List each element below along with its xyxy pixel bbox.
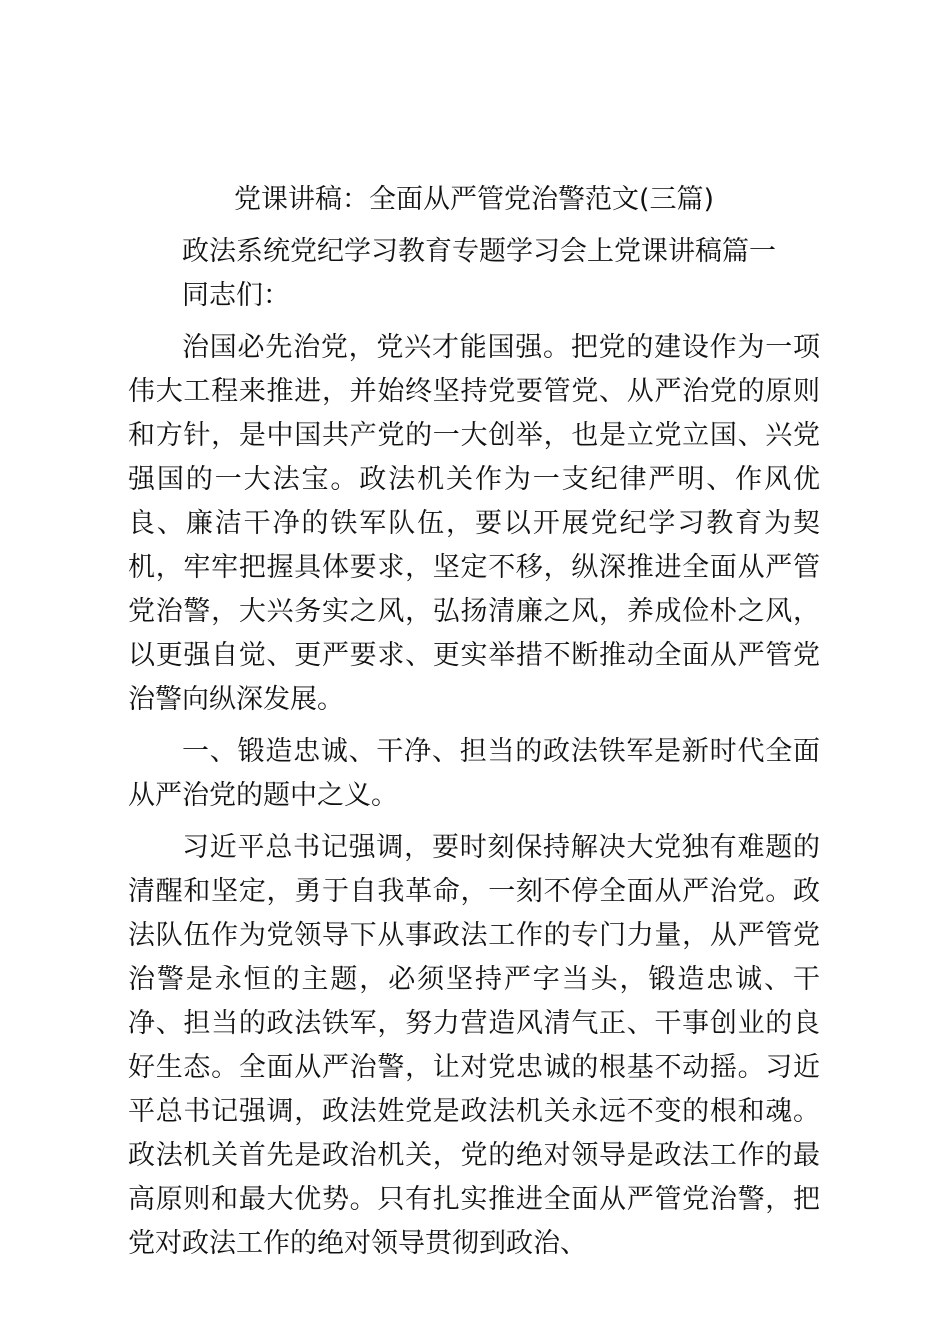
document-title: 党课讲稿：全面从严管党治警范文(三篇) (233, 184, 715, 215)
spacer (128, 722, 820, 730)
document-page (128, 178, 820, 1266)
paragraph-body: 习近平总书记强调，要时刻保持解决大党独有难题的清醒和坚定，勇于自我革命，一刻不停全面从严治党。政法队伍作为党领导下从事政法工作的专门力量，从严管党治警是永恒的主题，必须坚持严字当头，锻造忠诚、干净、担当的政法铁军，努力营造风清气正、干事创业的良好生态。全面从严治警，让对党忠诚的根基不动摇。习近平总书记强调，政法姓党是政法机关永远不变的根和魂。政法机关首先是政治机关，党的绝对领导是政法工作的最高原则和最大优势。只有扎实推进全面从严管党治警，把党对政法工作的绝对领导贯彻到政治、 (128, 832, 820, 1259)
document-subtitle: 政法系统党纪学习教育专题学习会上党课讲稿篇一 (182, 236, 776, 267)
section-heading-1: 一、锻造忠诚、干净、担当的政法铁军是新时代全面从严治党的题中之义。 (128, 736, 820, 811)
spacer (128, 222, 820, 230)
paragraph-intro: 治国必先治党，党兴才能国强。把党的建设作为一项伟大工程来推进，并始终坚持党要管党、从严治党的原则和方针，是中国共产党的一大创举，也是立党立国、兴党强国的一大法宝。政法机关作为一支纪律严明、作风优良、廉洁干净的铁军队伍，要以开展党纪学习教育为契机，牢牢把握具体要求，坚定不移，纵深推进全面从严管党治警，大兴务实之风，弘扬清廉之风，养成俭朴之风，以更强自觉、更严要求、更实举措不断推动全面从严管党治警向纵深发展。 (128, 332, 820, 715)
spacer (128, 318, 820, 326)
spacer (128, 818, 820, 826)
salutation: 同志们： (182, 280, 290, 311)
